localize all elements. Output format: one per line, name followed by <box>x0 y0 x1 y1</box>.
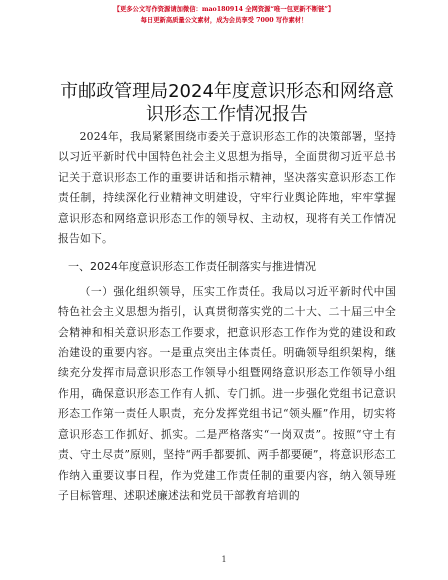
header-banner <box>0 4 448 26</box>
page-number: 1 <box>221 555 227 564</box>
section-heading: 一、2024年度意识形态工作责任制落实与推进情况 <box>68 260 316 274</box>
banner-line-1: 【更多公文写作资源请加微信：mao180914 全网资源“唯一包更新不断链”】 <box>113 6 335 13</box>
document-title: 市邮政管理局2024年度意识形态和网络意识形态工作情况报告 <box>60 81 394 125</box>
section-paragraph: （一）强化组织领导，压实工作责任。我局以习近平新时代中国特色社会主义思想为指引，认真贯彻落实党的二十大、二十届三中全会精神和相关意识形态工作要求，把意识形态工作作为党的建设和政治建设的重要内容。一是重点突出主体责任。明确领导组织架构，继续充分发挥市局意识形态工作领导小组暨网络意识形态工作领导小组作用，确保意识形态工作有人抓、专门抓。进一步强化党组书记意识形态工作第一责任人职责，充分发挥党组书记“领头雁”作用，切实将意识形态工作抓好、抓实。二是严格落实“一岗双责”。按照“守土有责、守土尽责”原则，坚持“两手都要抓、两手都要硬”，将意识形态工作纳入重要议事日程，作为党建工作责任制的重要内容，纳入领导班子目标管理、述职述廉述法和党员干部教育培训的 <box>58 284 396 502</box>
document-body <box>58 127 396 506</box>
intro-paragraph: 2024年，我局紧紧围绕市委关于意识形态工作的决策部署，坚持以习近平新时代中国特色社会主义思想为指导，全面贯彻习近平总书记关于意识形态工作的重要讲话和指示精神，坚决落实意识形态工作责任制，持续深化行业精神文明建设，守牢行业舆论阵地，牢牢掌握意识形态和网络意识形态工作的领导权、主动权，现将有关工作情况报告如下。 <box>58 130 396 246</box>
banner-line-2: 每日更新高质量公文素材，成为会员享受 7000 写作素材！ <box>140 17 308 24</box>
